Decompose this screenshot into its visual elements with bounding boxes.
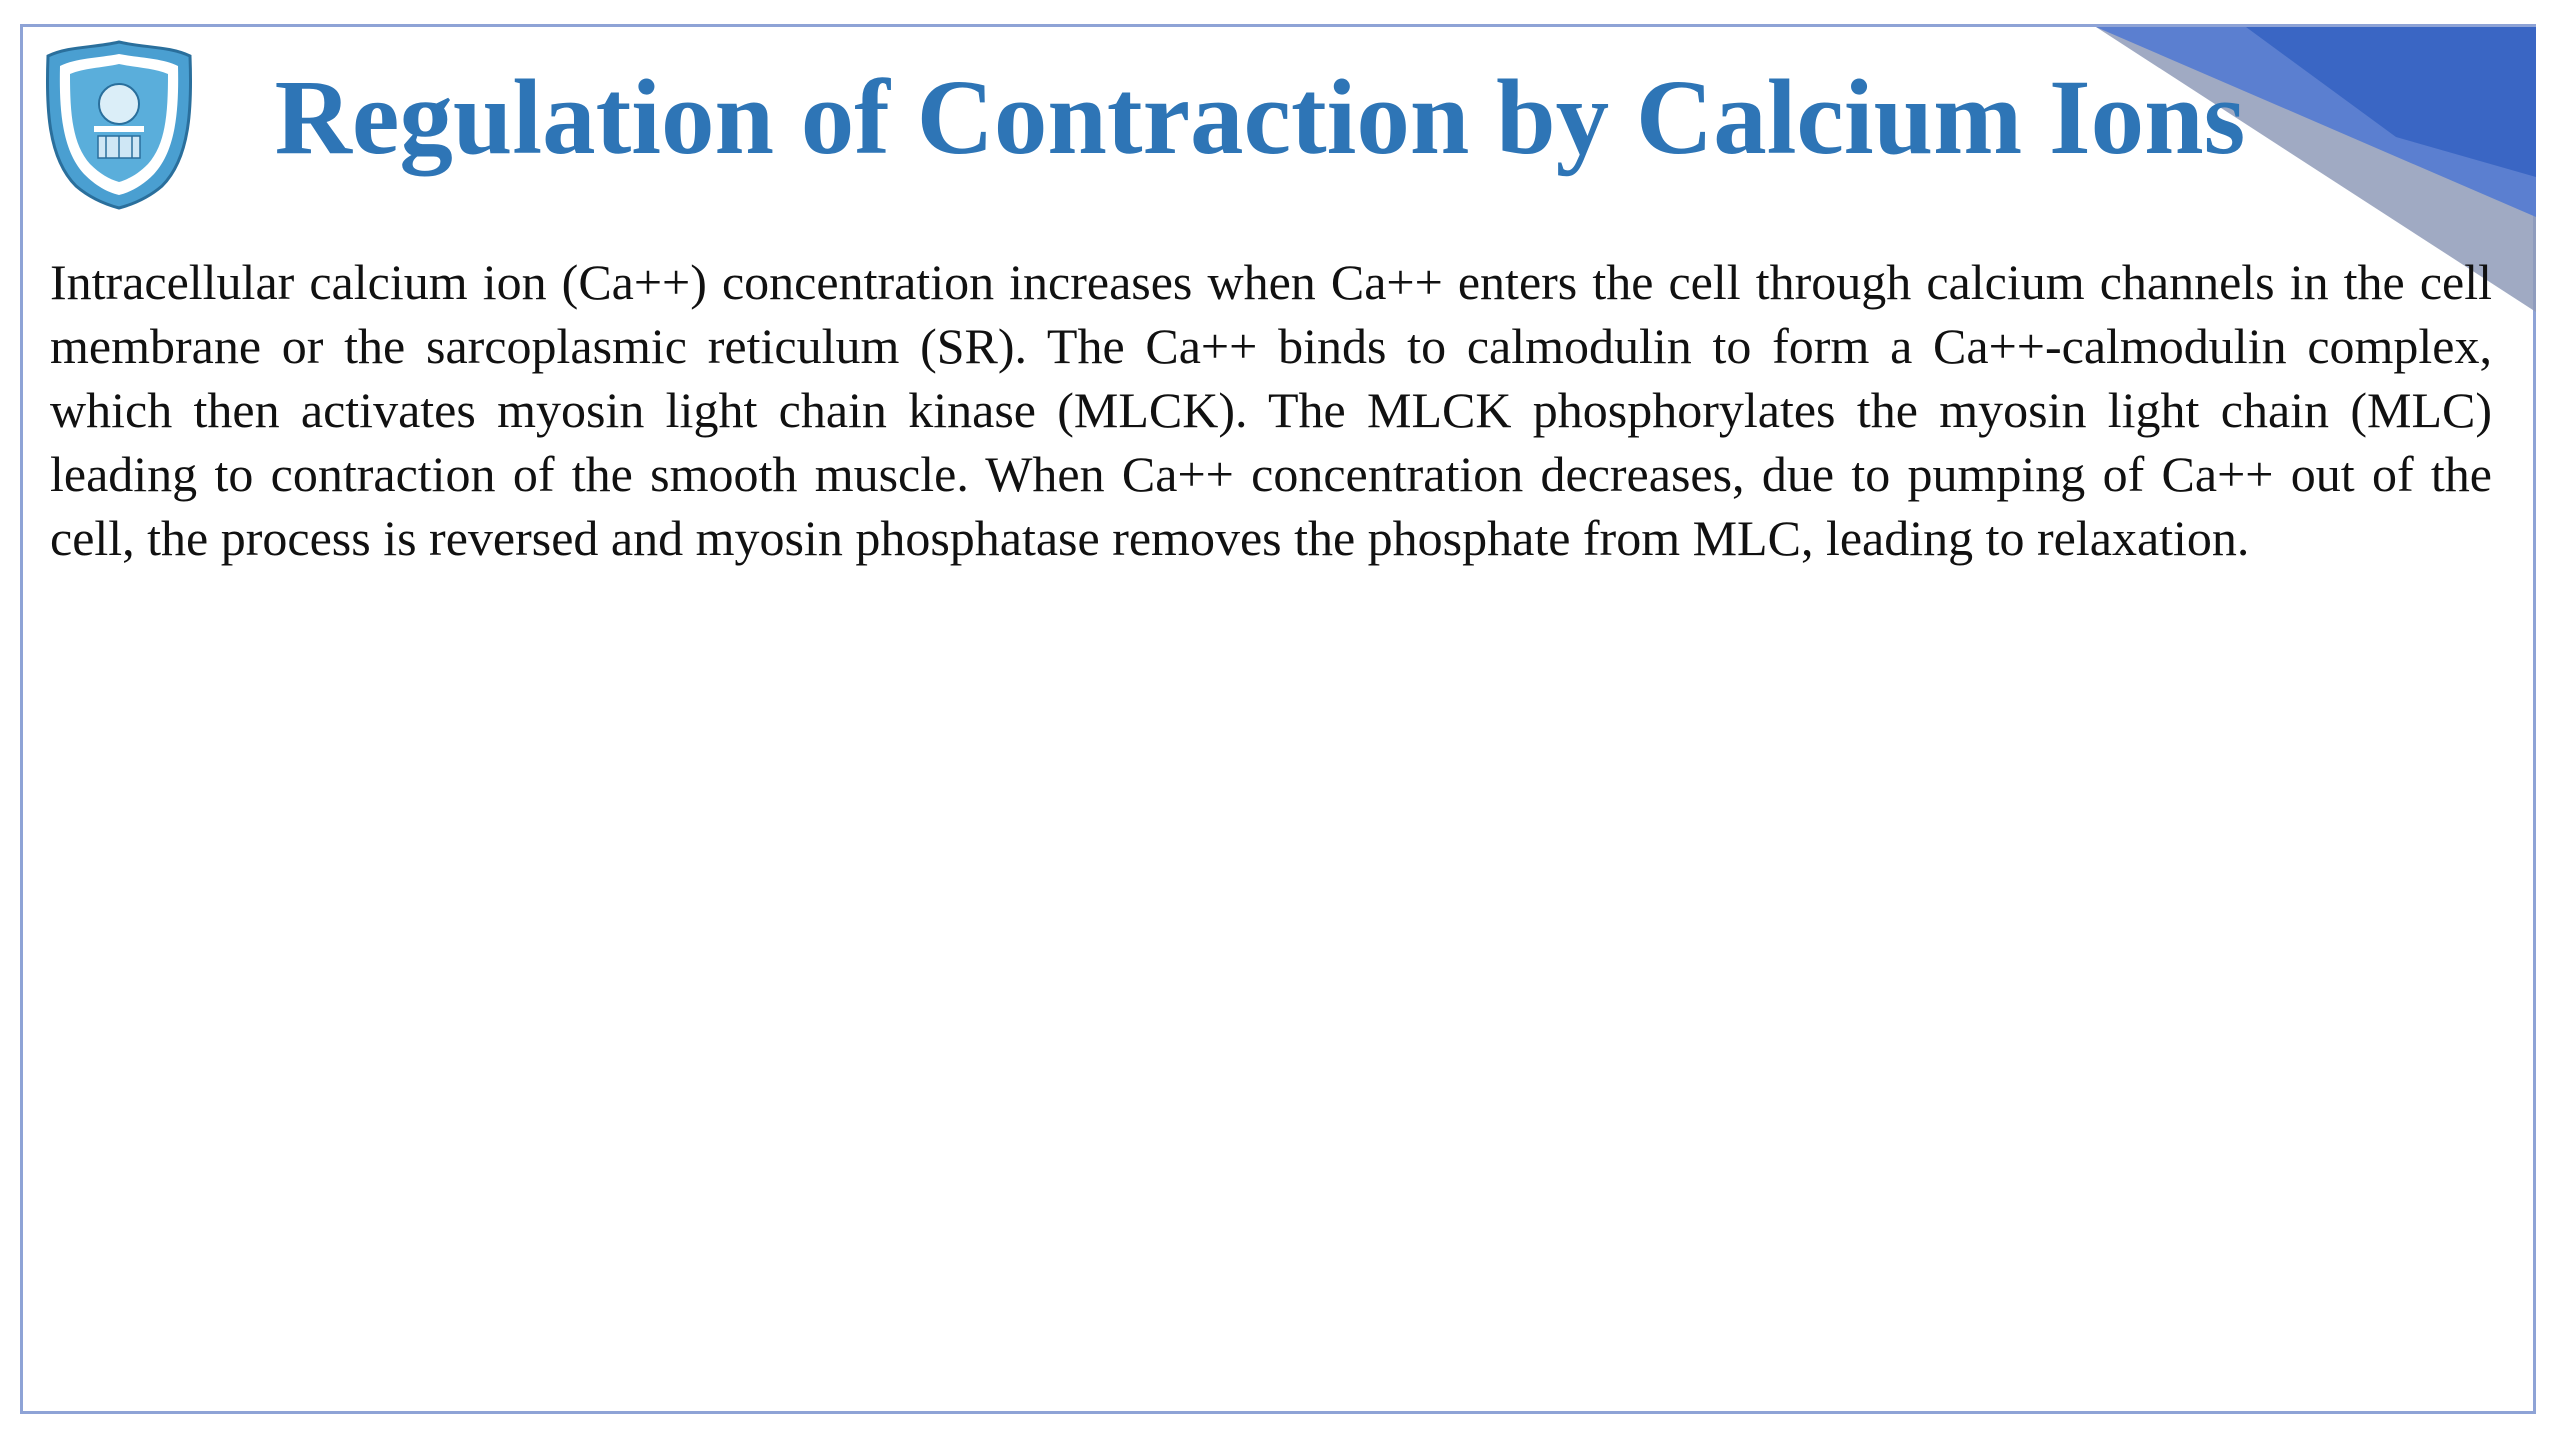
slide-body-paragraph: Intracellular calcium ion (Ca++) concentration increases when Ca++ enters the cell through calcium channels in the cell membrane or the sarcoplasmic reticulum (SR). The Ca++ binds to calmodulin to form a Ca++-calmodulin complex, which then activates myosin light chain kinase (MLCK). The MLCK phosphorylates the myosin light chain (MLC) leading to contraction of the smooth muscle. When Ca++ concentration decreases, due to pumping of Ca++ out of the cell, the process is reversed and myosin phosphatase removes the phosphate from MLC, leading to relaxation.	[50, 254, 2492, 566]
slide-title: Regulation of Contraction by Calcium Ions	[274, 59, 2246, 177]
university-shield-logo	[44, 38, 194, 210]
